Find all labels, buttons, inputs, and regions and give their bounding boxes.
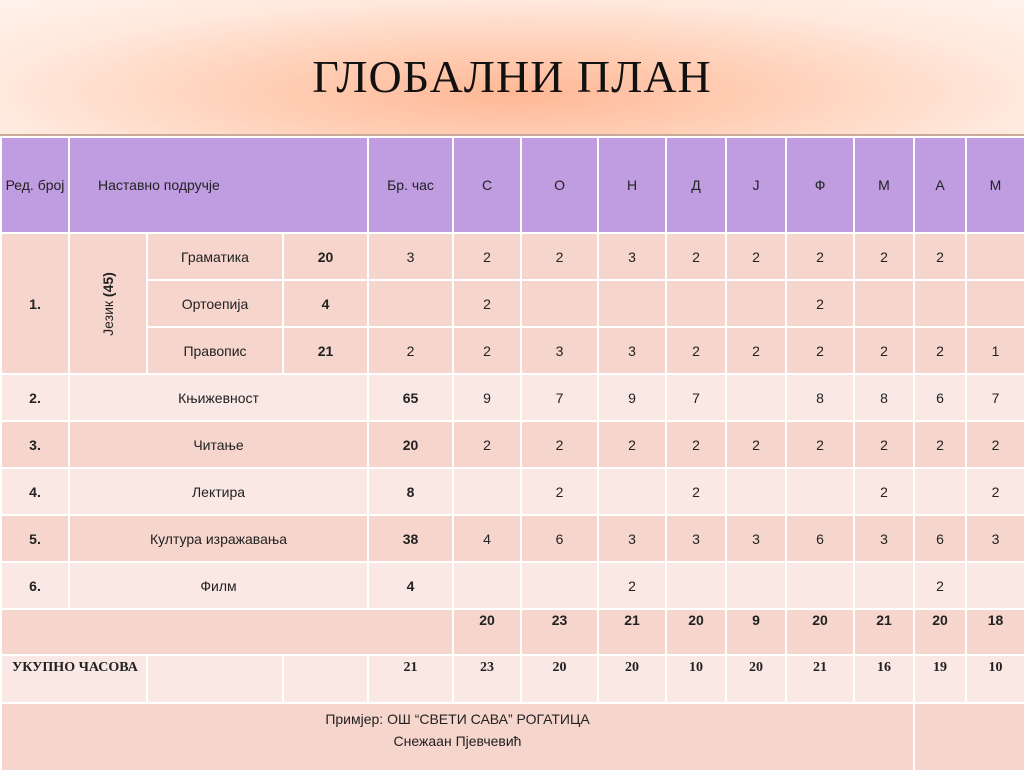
language-vertical-label [100,272,116,336]
total-value-cell: 20 [521,655,598,703]
month-cell [726,562,786,609]
header-month: Ф [786,137,854,233]
total-value-cell: 21 [786,655,854,703]
month-cell [666,562,726,609]
hours-cell: 8 [368,468,453,515]
month-cell: 8 [854,374,914,421]
month-cell [914,468,966,515]
language-group-label [69,233,147,374]
month-cell [368,280,453,327]
month-cell: 2 [598,562,666,609]
hours-cell: 21 [283,327,368,374]
month-cell: 2 [854,327,914,374]
month-cell: 3 [598,327,666,374]
month-cell: 6 [521,515,598,562]
total-value-cell: 20 [726,655,786,703]
month-total-cell: 20 [666,609,726,655]
table-row [1,515,1024,562]
month-cell [854,280,914,327]
month-cell [453,562,521,609]
header-month: А [914,137,966,233]
header-month: М [854,137,914,233]
month-cell: 7 [521,374,598,421]
totals-blank [1,609,453,655]
month-cell: 2 [966,421,1024,468]
month-cell: 2 [854,233,914,280]
month-cell [966,280,1024,327]
subject-name: Филм [69,562,368,609]
total-value-cell: 19 [914,655,966,703]
month-cell: 9 [453,374,521,421]
month-cell [914,280,966,327]
month-cell: 2 [726,233,786,280]
total-value-cell: 23 [453,655,521,703]
language-count: (45) [99,271,116,297]
month-cell: 2 [914,233,966,280]
row-number: 6. [1,562,69,609]
footer-author: Снежаан Пјевчевић [393,733,522,749]
month-cell: 2 [368,327,453,374]
month-total-cell: 18 [966,609,1024,655]
month-cell: 2 [521,468,598,515]
header-hours: Бр. час [368,137,453,233]
table-row [1,421,1024,468]
month-cell: 2 [666,327,726,374]
month-cell: 3 [666,515,726,562]
month-cell: 2 [666,233,726,280]
hours-cell: 65 [368,374,453,421]
subject-name: Граматика [147,233,283,280]
month-totals-row [1,609,1024,655]
month-cell: 3 [521,327,598,374]
total-hours-row [1,655,1024,703]
hours-cell: 20 [368,421,453,468]
table-row [1,233,1024,280]
table-row [1,280,1024,327]
month-cell: 2 [786,280,854,327]
month-total-cell: 20 [786,609,854,655]
header-num: Ред. број [1,137,69,233]
hours-cell: 4 [368,562,453,609]
row-number: 1. [1,233,69,374]
footer-note [1,703,914,771]
total-value-cell: 21 [368,655,453,703]
month-cell [726,468,786,515]
month-cell: 2 [914,562,966,609]
header-month: С [453,137,521,233]
month-cell [966,562,1024,609]
month-total-cell: 23 [521,609,598,655]
month-total-cell: 21 [598,609,666,655]
month-cell: 2 [786,233,854,280]
row-number: 3. [1,421,69,468]
month-cell [966,233,1024,280]
footer-row [1,703,1024,771]
month-cell: 2 [666,421,726,468]
month-total-cell: 9 [726,609,786,655]
empty-cell [147,655,283,703]
month-cell: 2 [598,421,666,468]
month-cell [726,374,786,421]
month-cell: 3 [966,515,1024,562]
page-title: ГЛОБАЛНИ ПЛАН [312,51,712,102]
month-cell: 7 [966,374,1024,421]
month-cell: 2 [786,421,854,468]
table-row [1,327,1024,374]
month-cell: 9 [598,374,666,421]
total-value-cell: 16 [854,655,914,703]
month-cell: 2 [854,468,914,515]
subject-name: Ортоепија [147,280,283,327]
subject-name: Правопис [147,327,283,374]
month-cell [453,468,521,515]
month-cell [726,280,786,327]
month-cell: 2 [521,233,598,280]
month-cell: 8 [786,374,854,421]
footer-blank [914,703,1024,771]
table-row [1,468,1024,515]
subject-name: Читање [69,421,368,468]
month-cell [786,562,854,609]
footer-school: Примјер: ОШ “СВЕТИ САВА” РОГАТИЦА [325,711,590,727]
subject-name: Култура изражавања [69,515,368,562]
row-number: 5. [1,515,69,562]
subject-name: Лектира [69,468,368,515]
month-cell [786,468,854,515]
month-cell: 7 [666,374,726,421]
month-cell [521,562,598,609]
month-total-cell: 21 [854,609,914,655]
month-cell: 2 [453,280,521,327]
month-cell: 2 [666,468,726,515]
subject-name: Књижевност [69,374,368,421]
total-label: УКУПНО ЧАСОВА [1,655,147,703]
month-cell: 6 [786,515,854,562]
hours-cell: 20 [283,233,368,280]
month-cell: 2 [966,468,1024,515]
month-cell: 3 [368,233,453,280]
header-month: Н [598,137,666,233]
month-cell: 3 [726,515,786,562]
header-month: Ј [726,137,786,233]
month-cell: 2 [726,421,786,468]
hours-cell: 38 [368,515,453,562]
language-word: Језик [99,300,116,336]
month-cell: 2 [453,327,521,374]
global-plan-table [0,136,1024,772]
row-number: 2. [1,374,69,421]
header-row [1,137,1024,233]
header-area: Наставно подручје [69,137,368,233]
month-cell: 2 [521,421,598,468]
month-cell: 2 [453,421,521,468]
month-cell [666,280,726,327]
month-cell: 6 [914,515,966,562]
month-cell: 2 [453,233,521,280]
month-cell: 3 [854,515,914,562]
empty-cell [283,655,368,703]
month-total-cell: 20 [914,609,966,655]
month-cell: 2 [914,327,966,374]
month-cell: 2 [914,421,966,468]
row-number: 4. [1,468,69,515]
month-cell: 4 [453,515,521,562]
total-value-cell: 10 [966,655,1024,703]
month-total-cell: 20 [453,609,521,655]
table-row [1,562,1024,609]
month-cell [521,280,598,327]
month-cell: 3 [598,233,666,280]
month-cell: 2 [854,421,914,468]
table-row [1,374,1024,421]
hours-cell: 4 [283,280,368,327]
header-month: М [966,137,1024,233]
month-cell [598,280,666,327]
month-cell: 1 [966,327,1024,374]
month-cell: 3 [598,515,666,562]
month-cell: 6 [914,374,966,421]
month-cell [854,562,914,609]
month-cell [598,468,666,515]
total-value-cell: 20 [598,655,666,703]
month-cell: 2 [786,327,854,374]
month-cell: 2 [726,327,786,374]
total-value-cell: 10 [666,655,726,703]
header-month: Д [666,137,726,233]
header-month: О [521,137,598,233]
